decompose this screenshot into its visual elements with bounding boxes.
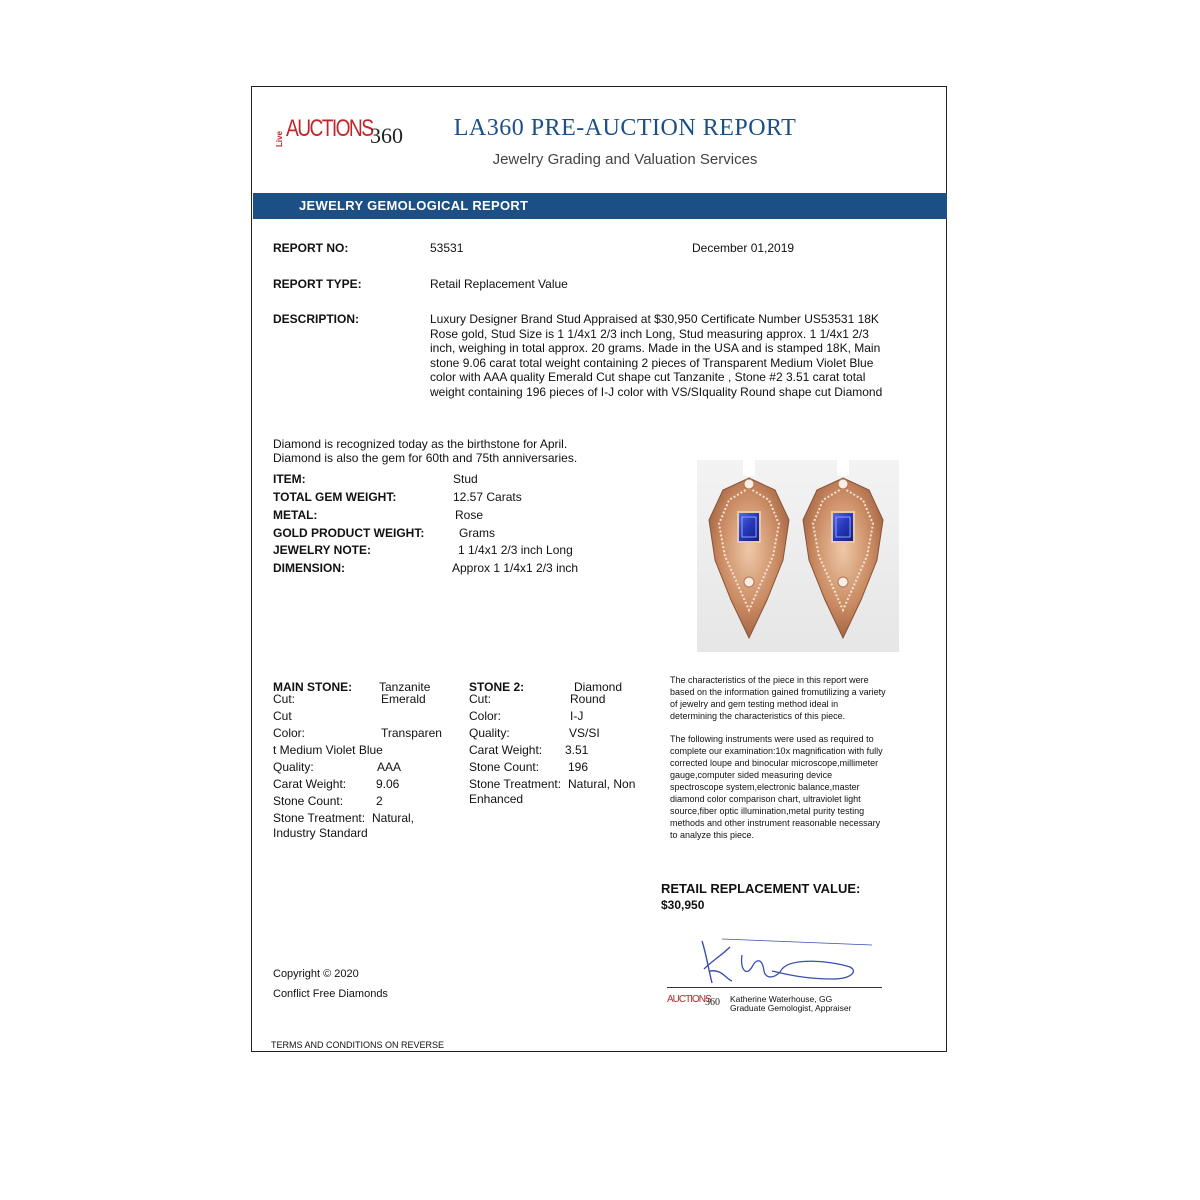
- retail-value-amount: $30,950: [661, 898, 705, 912]
- report-date: December 01,2019: [692, 241, 795, 255]
- metal-label: METAL:: [273, 508, 318, 522]
- main-count-value: 2: [376, 794, 383, 808]
- earrings-photo: [697, 460, 899, 652]
- methodology-paragraph-2: [670, 733, 932, 841]
- copyright: Copyright © 2020: [273, 968, 359, 980]
- methodology-line: corrected loupe and binocular microscope,millimeter: [670, 758, 879, 768]
- main-quality-label: Quality:: [273, 760, 314, 774]
- report-no-value: 53531: [430, 241, 464, 255]
- birthstone-line: Diamond is also the gem for 60th and 75th anniversaries.: [273, 451, 578, 465]
- signer-name: Katherine Waterhouse, GG: [730, 994, 833, 1004]
- methodology-line: based on the information gained fromutilizing a variety: [670, 687, 886, 697]
- appraiser-signature: [682, 933, 882, 989]
- stone2-treatment-value-cont: Enhanced: [469, 792, 524, 806]
- description-line: Luxury Designer Brand Stud Appraised at $30,950 Certificate Number US53531 18K: [430, 312, 879, 326]
- retail-value-label: RETAIL REPLACEMENT VALUE:: [661, 881, 861, 896]
- liveauctions360-logo: [276, 115, 426, 151]
- right-earring: [803, 460, 883, 638]
- main-color-value-cont: t Medium Violet Blue: [273, 743, 383, 757]
- main-stone-name: Tanzanite: [379, 680, 431, 694]
- signature-logo-auctions: AUCTIONS: [667, 994, 711, 1005]
- main-cut-value: Emerald: [381, 692, 426, 706]
- report-subtitle: Jewelry Grading and Valuation Services: [492, 151, 758, 168]
- main-color-value: Transparen: [381, 726, 442, 740]
- stone2-cut-value: Round: [570, 692, 606, 706]
- methodology-line: The characteristics of the piece in this report were: [670, 675, 869, 685]
- stone2-count-label: Stone Count:: [469, 760, 540, 774]
- description-text: [430, 312, 892, 399]
- logo-live-text: Live: [275, 130, 284, 147]
- conflict-free: Conflict Free Diamonds: [273, 988, 388, 1000]
- total-gem-weight-label: TOTAL GEM WEIGHT:: [273, 490, 397, 504]
- methodology-line: The following instruments were used as required to: [670, 734, 874, 744]
- main-carat-label: Carat Weight:: [273, 777, 347, 791]
- stone2-cut-label: Cut:: [469, 692, 492, 706]
- stone2-color-label: Color:: [469, 709, 502, 723]
- main-stone-label: MAIN STONE:: [273, 680, 353, 694]
- dimension-label: DIMENSION:: [273, 561, 345, 575]
- main-treatment-value-cont: Industry Standard: [273, 826, 368, 840]
- methodology-line: determining the characteristics of this piece.: [670, 711, 846, 721]
- description-line: color with AAA quality Emerald Cut shape cut Tanzanite , Stone #2 3.51 carat total: [430, 370, 866, 384]
- stone2-color-value: I-J: [570, 709, 584, 723]
- report-no-label: REPORT NO:: [273, 241, 349, 255]
- stone2-treatment-label: Stone Treatment:: [469, 777, 562, 791]
- signer-title: Graduate Gemologist, Appraiser: [730, 1003, 852, 1013]
- stone2-treatment-value: Natural, Non: [568, 777, 636, 791]
- description-line: Rose gold, Stud Size is 1 1/4x1 2/3 inch Long, Stud measuring approx. 1 1/4x1 2/3: [430, 326, 869, 341]
- section-banner: [253, 193, 947, 219]
- main-cut-value-cont: Cut: [273, 709, 292, 723]
- logo-360-text: 360: [370, 123, 403, 148]
- gold-weight-label: GOLD PRODUCT WEIGHT:: [273, 526, 425, 540]
- item-label: ITEM:: [273, 472, 306, 486]
- methodology-line: gauge,computer sided measuring device: [670, 770, 833, 780]
- main-quality-value: AAA: [377, 760, 402, 774]
- description-line: weight containing 196 pieces of I-J color with VS/SIquality Round shape cut Diamond: [430, 384, 883, 399]
- item-value: Stud: [453, 472, 478, 486]
- signature-logo: [667, 994, 727, 1008]
- main-cut-label: Cut:: [273, 692, 296, 706]
- stone2-carat-label: Carat Weight:: [469, 743, 543, 757]
- main-carat-value: 9.06: [376, 777, 400, 791]
- stone2-carat-value: 3.51: [565, 743, 589, 757]
- description-line: inch, weighing in total approx. 20 grams. Made in the USA and is stamped 18K, Main: [430, 341, 881, 355]
- methodology-line: complete our examination:10x magnification with fully: [670, 746, 883, 756]
- main-treatment-label: Stone Treatment:: [273, 811, 366, 825]
- earrings-illustration: [697, 460, 899, 652]
- report-title: LA360 PRE-AUCTION REPORT: [453, 115, 797, 141]
- metal-value: Rose: [455, 508, 484, 522]
- gold-weight-value: Grams: [459, 526, 495, 540]
- stone2-label: STONE 2:: [469, 680, 525, 694]
- total-gem-weight-value: 12.57 Carats: [453, 490, 522, 504]
- jewelry-note-value: 1 1/4x1 2/3 inch Long: [458, 543, 573, 557]
- signature-logo-360: 360: [705, 997, 720, 1008]
- jewelry-note-label: JEWELRY NOTE:: [273, 543, 372, 557]
- methodology-line: spectroscope system,electronic balance,master: [670, 782, 860, 792]
- dimension-value: Approx 1 1/4x1 2/3 inch: [452, 561, 579, 575]
- report-type-value: Retail Replacement Value: [430, 277, 568, 291]
- description-label: DESCRIPTION:: [273, 312, 360, 326]
- main-treatment-value: Natural,: [372, 811, 415, 825]
- methodology-line: diamond color comparison chart, ultraviolet light: [670, 794, 861, 804]
- logo-auctions-text: AUCTIONS: [286, 115, 373, 142]
- left-earring: [709, 460, 789, 638]
- stone2-quality-label: Quality:: [469, 726, 510, 740]
- stone2-count-value: 196: [568, 760, 589, 774]
- methodology-line: source,fiber optic illumination,metal purity testing: [670, 806, 865, 816]
- methodology-paragraph-1: [670, 674, 932, 722]
- methodology-line: to analyze this piece.: [670, 830, 755, 840]
- report-type-label: REPORT TYPE:: [273, 277, 362, 291]
- birthstone-note: [273, 437, 603, 465]
- main-color-label: Color:: [273, 726, 306, 740]
- terms-notice: TERMS AND CONDITIONS ON REVERSE: [271, 1040, 445, 1050]
- birthstone-line: Diamond is recognized today as the birthstone for April.: [273, 437, 568, 451]
- methodology-line: of jewelry and gem testing method ideal in: [670, 699, 839, 709]
- description-line: stone 9.06 carat total weight containing 2 pieces of Transparent Medium Violet Blue: [430, 355, 874, 370]
- signature-line: [667, 987, 882, 988]
- banner-title: JEWELRY GEMOLOGICAL REPORT: [299, 198, 529, 213]
- main-count-label: Stone Count:: [273, 794, 344, 808]
- methodology-line: methods and other instrument reasonable necessary: [670, 818, 881, 828]
- stone2-quality-value: VS/SI: [569, 726, 600, 740]
- report-document: [251, 86, 947, 1052]
- stone2-name: Diamond: [574, 680, 623, 694]
